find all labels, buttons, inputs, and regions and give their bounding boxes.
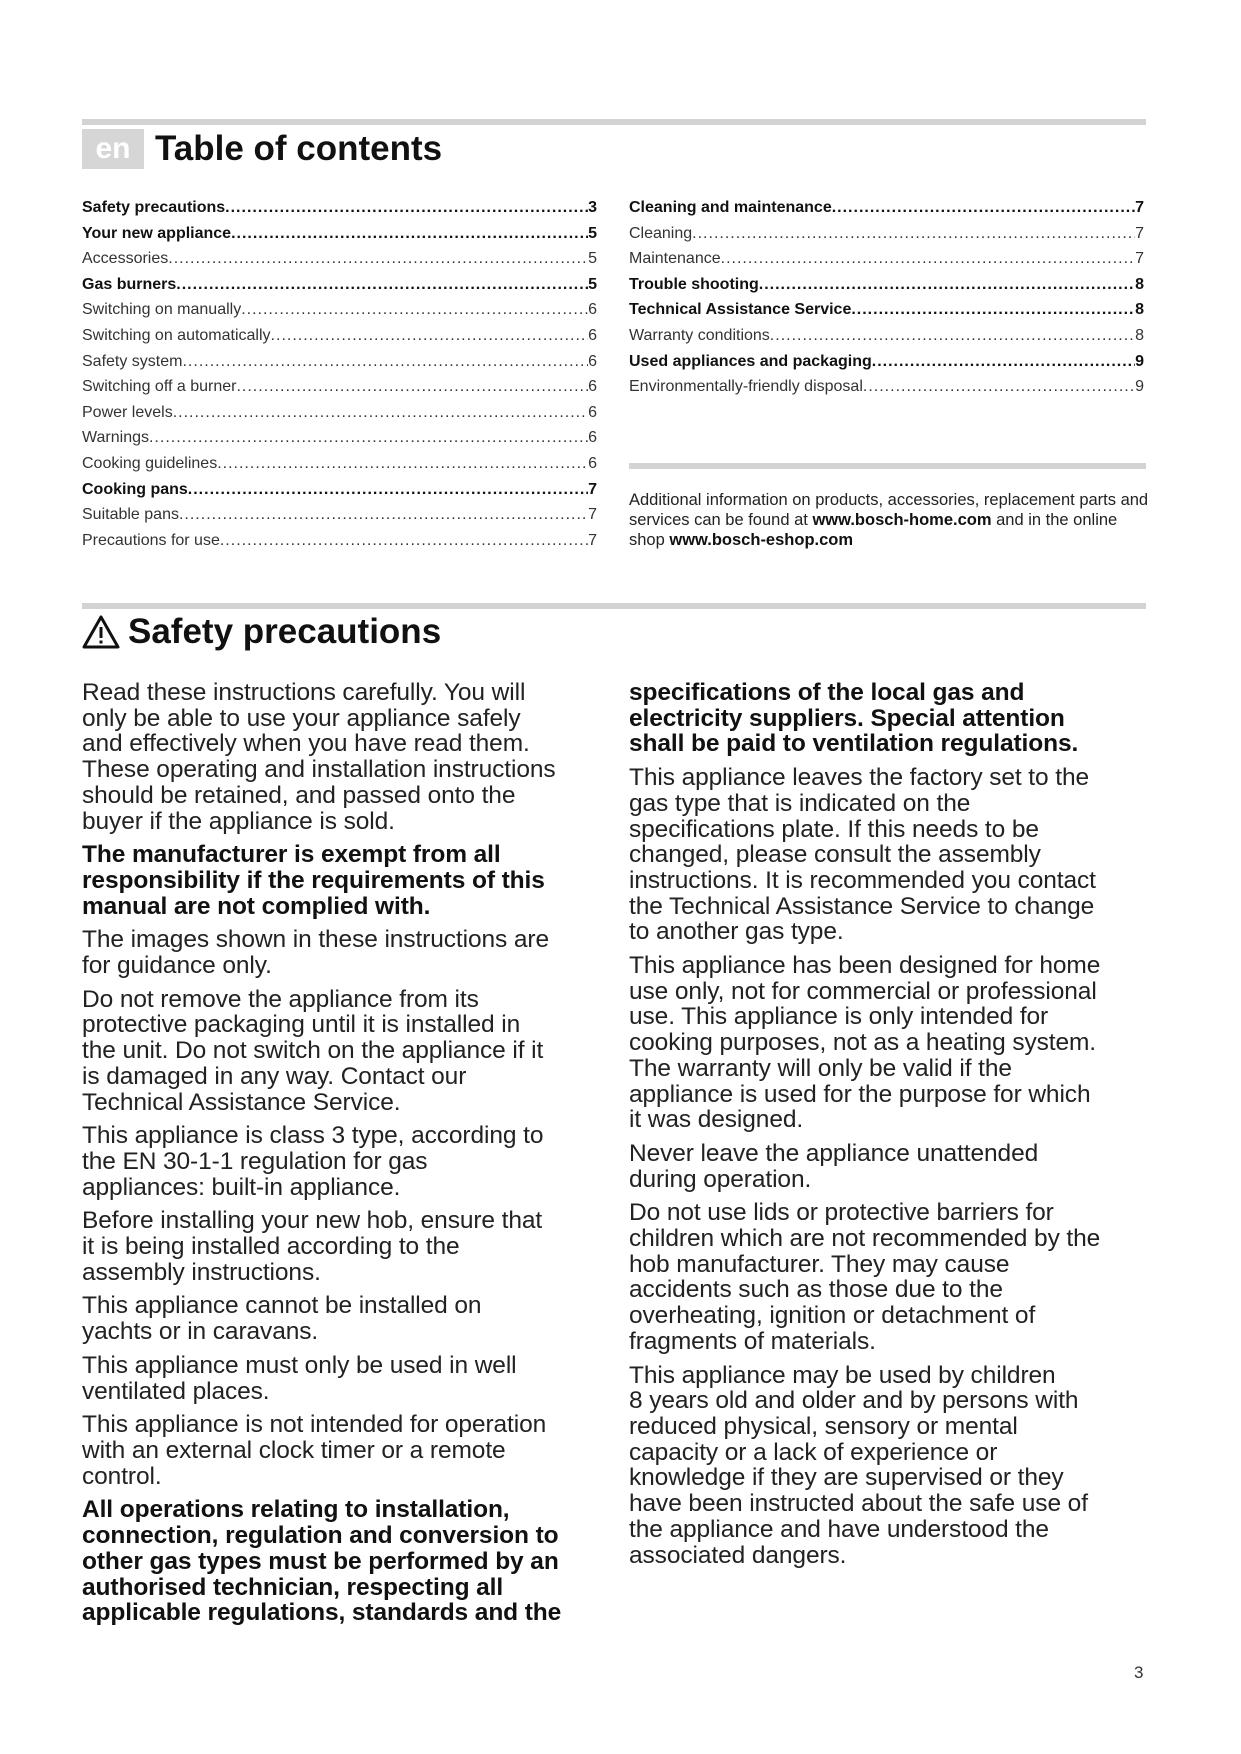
toc-entry-page: 7 [588,480,597,498]
toc-leader-dots [182,349,588,375]
toc-leader-dots [759,272,1135,298]
top-rule [82,119,1146,125]
safety-title: Safety precautions [128,612,442,651]
toc-entry-page: 5 [588,224,597,242]
toc-entry[interactable] [82,246,597,272]
toc-entry-label: Cooking guidelines [82,454,218,472]
toc-right-column [629,195,1144,400]
toc-leader-dots [225,195,588,221]
toc-entry-page: 6 [588,326,597,344]
toc-entry[interactable] [629,221,1144,247]
toc-leader-dots [721,246,1135,272]
toc-entry[interactable] [82,323,597,349]
toc-entry[interactable] [629,246,1144,272]
toc-leader-dots [832,195,1135,221]
section-rule [82,603,1146,609]
toc-entry-page: 6 [588,301,597,319]
paragraph: The images shown in these instructions are for guidance only. [82,926,549,980]
toc-entry[interactable] [82,477,597,503]
toc-entry-label: Used appliances and packaging [629,352,872,370]
toc-entry-label: Environmentally-friendly disposal [629,378,863,396]
paragraph: This appliance leaves the factory set to the gas type that is indicated on the specifications plate. If this needs to be changed, please consult the assembly instructions. It is recommended you contact the Technical Assistance Service to change to another gas type. [629,764,1096,946]
paragraph: Do not remove the appliance from its protective packaging until it is installed in the unit. Do not switch on the appliance if it is damaged in any way. Contact our Technical Assistance Service. [82,985,544,1116]
toc-entry[interactable] [82,400,597,426]
toc-entry-label: Switching on manually [82,301,242,319]
toc-leader-dots [149,425,588,451]
emphasis-paragraph: All operations relating to installation, connection, regulation and conversion to other gas types must be performed by an authorised technician, respecting all applicable regulations, standards and the [82,1496,562,1627]
toc-entry[interactable] [629,297,1144,323]
toc-entry[interactable] [629,349,1144,375]
toc-entry-page: 9 [1135,378,1144,396]
toc-entry-label: Your new appliance [82,224,232,242]
toc-entry[interactable] [629,195,1144,221]
toc-entry-label: Trouble shooting [629,275,759,293]
toc-leader-dots [173,400,588,426]
paragraph: This appliance is class 3 type, according to the EN 30-1-1 regulation for gas appliances: built-in appliance. [82,1122,544,1201]
toc-entry-page: 6 [588,454,597,472]
bosch-eshop-link[interactable]: www.bosch-eshop.com [669,531,854,549]
toc-entry[interactable] [82,451,597,477]
toc-left-column [82,195,597,553]
toc-entry-label: Cleaning [629,224,693,242]
toc-entry[interactable] [82,272,597,298]
toc-leader-dots [241,297,588,323]
toc-entry-label: Safety system [82,352,183,370]
toc-entry-label: Maintenance [629,250,721,268]
toc-entry[interactable] [82,349,597,375]
toc-entry-page: 6 [588,403,597,421]
warning-icon [82,615,120,649]
toc-leader-dots [220,528,588,554]
toc-entry-label: Switching off a burner [82,378,237,396]
toc-entry[interactable] [82,374,597,400]
info-rule [629,463,1146,469]
toc-leader-dots [863,374,1135,400]
paragraph: Never leave the appliance unattended during operation. [629,1139,1039,1193]
paragraph: This appliance cannot be installed on yachts or in caravans. [82,1292,482,1346]
toc-entry-page: 7 [1135,250,1144,268]
toc-leader-dots [851,297,1135,323]
toc-entry-page: 7 [588,506,597,524]
paragraph: Do not use lids or protective barriers for children which are not recommended by the hob manufacturer. They may cause accidents such as those due to the overheating, ignition or detachment of fragments of materials. [629,1199,1101,1355]
paragraph: This appliance has been designed for home use only, not for commercial or professional use. This appliance is only intended for cooking purposes, not as a heating system. The warranty will only be valid if the appliance is used for the purpose for which it was designed. [629,952,1101,1134]
paragraph: This appliance is not intended for operation with an external clock timer or a remote control. [82,1411,547,1490]
toc-entry-page: 5 [588,250,597,268]
bosch-home-link[interactable]: www.bosch-home.com [812,511,992,529]
toc-entry[interactable] [629,272,1144,298]
paragraph: Read these instructions carefully. You will only be able to use your appliance safely and effectively when you have read them. These operating and installation instructions should be retained, and passed onto the buyer if the appliance is sold. [82,679,556,835]
toc-title: Table of contents [155,129,443,168]
toc-entry-page: 7 [588,531,597,549]
toc-entry-label: Cooking pans [82,480,188,498]
toc-entry-label: Gas burners [82,275,177,293]
page-number: 3 [1134,1663,1144,1682]
toc-entry-label: Suitable pans [82,506,179,524]
safety-left-column [82,680,602,1634]
toc-leader-dots [188,477,588,503]
toc-entry[interactable] [82,502,597,528]
toc-entry-label: Power levels [82,403,173,421]
toc-leader-dots [271,323,589,349]
toc-entry-label: Safety precautions [82,199,226,216]
emphasis-paragraph: The manufacturer is exempt from all responsibility if the requirements of this manual are not complied with. [82,841,545,920]
safety-right-column [629,680,1149,1576]
toc-leader-dots [770,323,1135,349]
paragraph: Before installing your new hob, ensure that it is being installed according to the assembly instructions. [82,1207,543,1286]
toc-entry-page: 9 [1135,352,1144,370]
toc-leader-dots [168,246,588,272]
toc-entry-label: Technical Assistance Service [629,301,852,319]
info-text: Additional information on products, accessories, replacement parts and services can be found at [629,491,1149,529]
toc-entry-page: 8 [1135,326,1144,344]
toc-entry[interactable] [629,374,1144,400]
toc-leader-dots [176,272,588,298]
toc-entry-label: Precautions for use [82,531,220,549]
toc-entry[interactable] [82,425,597,451]
toc-entry[interactable] [629,323,1144,349]
toc-entry-page: 5 [588,275,597,293]
additional-info [629,490,1149,550]
toc-entry-page: 3 [588,199,597,216]
toc-entry[interactable] [82,297,597,323]
toc-entry[interactable] [82,528,597,554]
toc-leader-dots [217,451,588,477]
toc-entry[interactable] [82,221,597,247]
toc-leader-dots [231,221,588,247]
toc-entry-page: 8 [1135,275,1144,293]
toc-leader-dots [872,349,1135,375]
toc-entry-label: Accessories [82,250,169,268]
safety-heading [82,612,441,652]
toc-entry-page: 8 [1135,301,1144,319]
emphasis-paragraph: specifications of the local gas and electricity suppliers. Special attention shall be paid to ventilation regulations. [629,679,1079,758]
toc-entry-page: 7 [1135,199,1144,216]
toc-entry-page: 7 [1135,224,1144,242]
info-text: and in the online shop [629,511,1118,549]
paragraph: This appliance must only be used in well ventilated places. [82,1351,517,1405]
toc-entry-page: 6 [588,352,597,370]
paragraph: This appliance may be used by children 8 years old and older and by persons with reduced physical, sensory or mental capacity or a lack of experience or knowledge if they are supervised or they have been instructed about the safe use of the appliance and have understood the associated dangers. [629,1361,1088,1569]
toc-entry-label: Warranty conditions [629,326,770,344]
toc-leader-dots [179,502,588,528]
toc-entry-label: Cleaning and maintenance [629,199,832,216]
language-tag: en [82,129,144,169]
toc-leader-dots [236,374,588,400]
toc-leader-dots [692,221,1135,247]
toc-entry-page: 6 [588,429,597,447]
toc-entry[interactable] [82,195,597,221]
toc-entry-label: Switching on automatically [82,326,271,344]
toc-entry-label: Warnings [82,429,149,447]
toc-entry-page: 6 [588,378,597,396]
